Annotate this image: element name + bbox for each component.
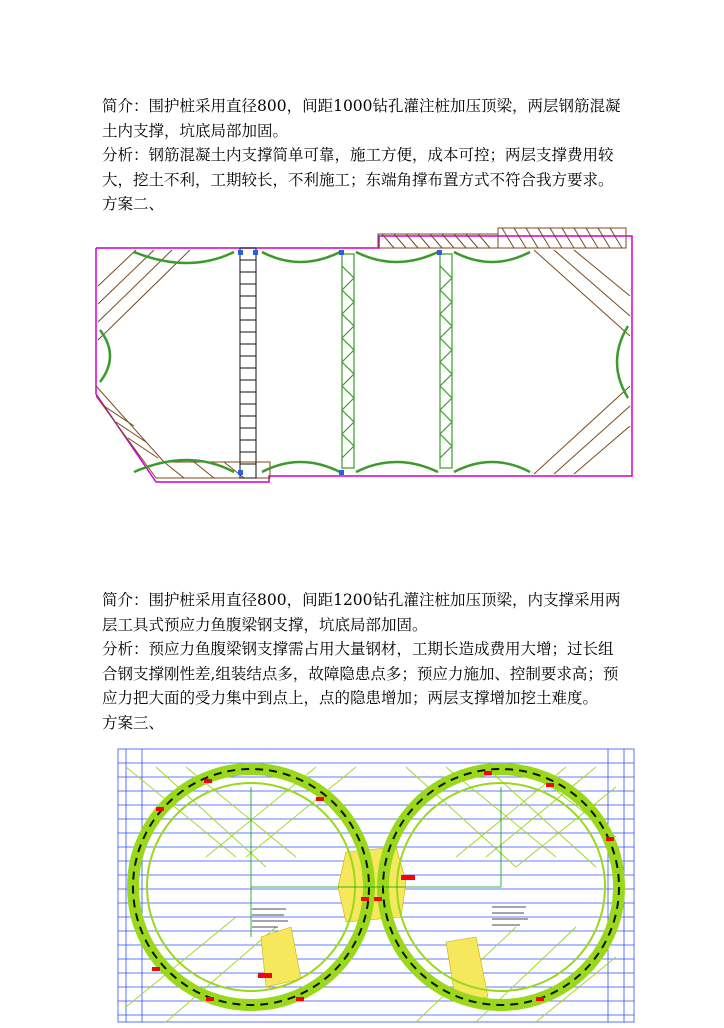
scheme-two-heading: 方案二、 <box>102 195 165 213</box>
scheme-three-heading: 方案三、 <box>102 713 165 732</box>
strut-nodes <box>238 250 442 475</box>
scheme-one-text <box>102 94 622 217</box>
scheme-one-intro: 简介：围护桩采用直径800，间距1000钻孔灌注桩加压顶梁，两层钢筋混凝土内支撑，坑底局部加固。 <box>102 97 621 140</box>
scheme-two-intro: 简介：围护桩采用直径800，间距1200钻孔灌注桩加压顶梁，内支撑采用两层工具式预应力鱼腹梁钢支撑，坑底局部加固。 <box>102 591 621 634</box>
east-truss-top <box>378 228 626 248</box>
arch-waling <box>100 252 628 472</box>
corner-trusses <box>96 250 630 478</box>
scheme-two-plan-svg <box>94 226 634 484</box>
scheme-two-drawing <box>94 226 634 484</box>
scheme-two-analysis: 分析：预应力鱼腹梁钢支撑需占用大量钢材，工期长造成费用大增；过长组合钢支撑刚性差,组装结点多，故障隐患点多；预应力施加、控制要求高；预应力把大面的受力集中到点上，点的隐患增加；两层支撑增加挖土难度。 <box>102 640 619 707</box>
pit-outline <box>96 236 632 482</box>
scheme-three-plan-svg <box>116 747 638 1024</box>
scheme-two-text <box>102 588 622 735</box>
west-strut <box>240 248 256 478</box>
middle-struts <box>342 254 452 468</box>
scheme-one-analysis: 分析：钢筋混凝土内支撑简单可靠，施工方便，成本可控；两层支撑费用较大，挖土不利，工期较长，不利施工；东端角撑布置方式不符合我方要求。 <box>102 146 614 189</box>
scheme-three-drawing <box>116 747 638 1024</box>
